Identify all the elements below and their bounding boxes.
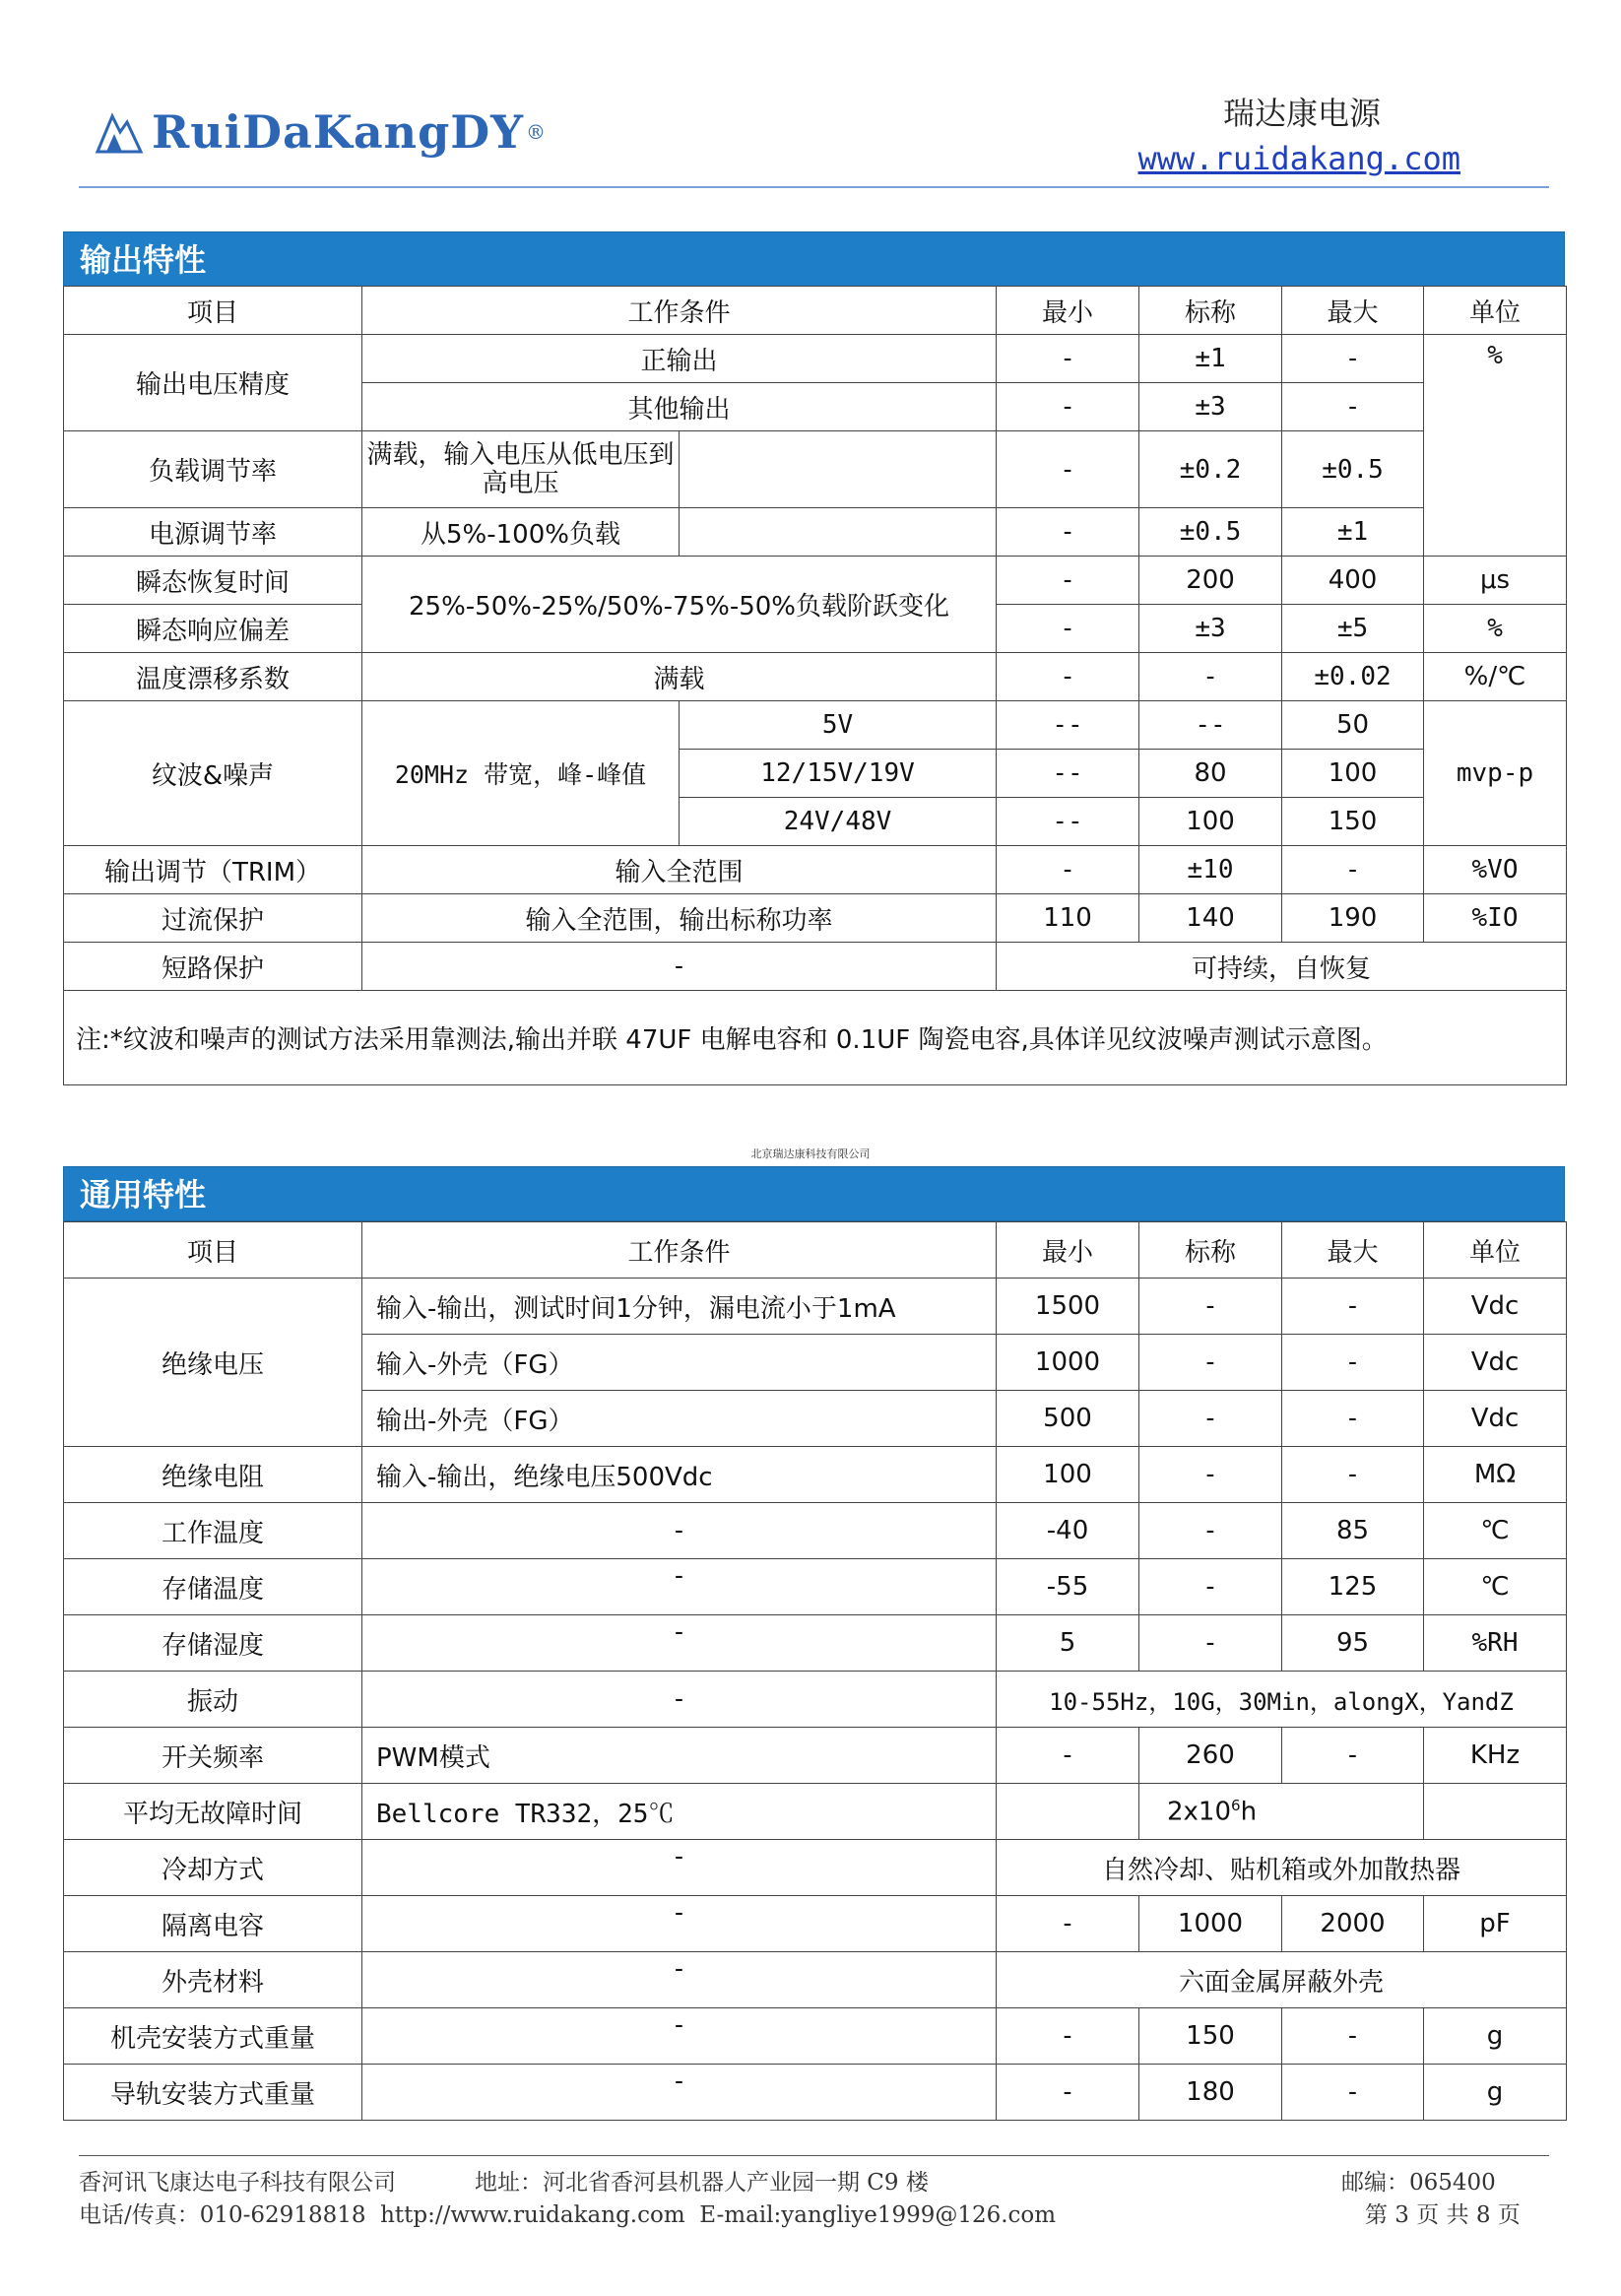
max-cell: - [1282, 1391, 1424, 1447]
min-cell: 500 [997, 1391, 1139, 1447]
footer-address: 地址：河北省香河县机器人产业园一期 C9 楼 [475, 2170, 929, 2196]
sub-condition-cell: 24V/48V [680, 798, 997, 846]
max-cell: ±1 [1282, 508, 1424, 557]
condition-cell: - [362, 1559, 997, 1615]
col-header-max: 最大 [1282, 287, 1424, 335]
unit-cell: pF [1424, 1896, 1567, 1952]
col-header-max: 最大 [1282, 1222, 1424, 1279]
nom-cell: - [1139, 1615, 1282, 1672]
footer-postcode: 邮编：065400 [1341, 2170, 1496, 2196]
nom-cell: ±0.2 [1139, 431, 1282, 508]
condition-cell: Bellcore TR332，25℃ [362, 1784, 997, 1840]
table-header-row [64, 1222, 1567, 1279]
mtbf-unit: h [1240, 1797, 1258, 1827]
page-footer-company: 北京瑞达康科技有限公司 [750, 1148, 871, 1160]
header-divider [79, 186, 1549, 188]
max-cell: 2000 [1282, 1896, 1424, 1952]
table-row [64, 431, 1567, 508]
col-header-nom: 标称 [1139, 287, 1282, 335]
condition-cell: - [362, 1896, 997, 1952]
max-cell: ±0.5 [1282, 431, 1424, 508]
nom-cell: 140 [1139, 894, 1282, 943]
max-cell: - [1282, 846, 1424, 894]
unit-cell: Vdc [1424, 1335, 1567, 1391]
nom-cell: 150 [1139, 2008, 1282, 2065]
table-row [64, 1447, 1567, 1503]
table-row [64, 2065, 1567, 2121]
company-name-cn: 瑞达康电源 [1222, 95, 1381, 132]
col-header-condition: 工作条件 [362, 1222, 997, 1279]
table-row [64, 1840, 1567, 1896]
footer-contact: 电话/传真：010-62918818 http://www.ruidakang.com E-mail:yangliye1999@126.com [79, 2202, 1057, 2228]
max-cell: 100 [1282, 750, 1424, 798]
max-cell: - [1282, 1728, 1424, 1784]
condition-cell: - [362, 2008, 997, 2065]
condition-cell: - [362, 2065, 997, 2121]
table-row [64, 1615, 1567, 1672]
nom-cell: 100 [1139, 798, 1282, 846]
max-cell: 85 [1282, 1503, 1424, 1559]
max-cell: 125 [1282, 1559, 1424, 1615]
nom-cell: - [1139, 1447, 1282, 1503]
condition-cell: 输出-外壳（FG） [362, 1391, 997, 1447]
row-label: 输出调节（TRIM） [64, 846, 362, 894]
note-row [64, 991, 1567, 1085]
table-row [64, 335, 1567, 383]
min-cell: -- [997, 798, 1139, 846]
table-row [64, 1784, 1567, 1840]
row-label: 短路保护 [64, 943, 362, 991]
min-cell: - [997, 2065, 1139, 2121]
nom-cell: - [1139, 1503, 1282, 1559]
section-title-general: 通用特性 [63, 1166, 1565, 1221]
condition-empty-cell [680, 431, 997, 508]
value-cell: 六面金属屏蔽外壳 [997, 1952, 1567, 2008]
nom-cell: - [1139, 1335, 1282, 1391]
max-cell: - [1282, 1335, 1424, 1391]
nom-cell: ±3 [1139, 383, 1282, 431]
row-label: 绝缘电压 [64, 1279, 362, 1447]
row-label: 电源调节率 [64, 508, 362, 557]
sub-condition-cell: 5V [680, 701, 997, 750]
footer-divider [79, 2155, 1549, 2156]
condition-cell: 输入-输出，绝缘电压500Vdc [362, 1447, 997, 1503]
row-label: 负载调节率 [64, 431, 362, 508]
condition-cell: 输入全范围 [362, 846, 997, 894]
min-cell: - [997, 1728, 1139, 1784]
max-cell: - [1282, 2065, 1424, 2121]
nom-cell: ±10 [1139, 846, 1282, 894]
row-label: 输出电压精度 [64, 335, 362, 431]
condition-cell: 满载，输入电压从低电压到高电压 [362, 431, 680, 508]
min-cell: - [997, 1896, 1139, 1952]
nom-cell: - [1139, 1279, 1282, 1335]
min-cell: - [997, 431, 1139, 508]
unit-cell: KHz [1424, 1728, 1567, 1784]
row-label: 纹波&噪声 [64, 701, 362, 846]
table-row [64, 1503, 1567, 1559]
max-cell: ±0.02 [1282, 653, 1424, 701]
max-cell: - [1282, 383, 1424, 431]
nom-cell: 260 [1139, 1728, 1282, 1784]
note-text: 注:*纹波和噪声的测试方法采用靠测法,输出并联 47UF 电解电容和 0.1UF 陶瓷电容,具体详见纹波噪声测试示意图。 [64, 991, 1567, 1085]
condition-cell: - [362, 1615, 997, 1672]
min-cell: - [997, 557, 1139, 605]
max-cell: 50 [1282, 701, 1424, 750]
row-label: 绝缘电阻 [64, 1447, 362, 1503]
unit-cell: g [1424, 2008, 1567, 2065]
nom-cell: 1000 [1139, 1896, 1282, 1952]
table-row [64, 943, 1567, 991]
logo-registered-mark: ® [525, 120, 546, 144]
condition-cell: 满载 [362, 653, 997, 701]
min-cell: 1500 [997, 1279, 1139, 1335]
table-row [64, 894, 1567, 943]
col-header-condition: 工作条件 [362, 287, 997, 335]
unit-cell: %RH [1424, 1615, 1567, 1672]
condition-cell: 输入-外壳（FG） [362, 1335, 997, 1391]
condition-empty-cell [680, 508, 997, 557]
condition-cell: 正输出 [362, 335, 997, 383]
min-cell: - [997, 335, 1139, 383]
condition-cell: 20MHz 带宽，峰-峰值 [362, 701, 680, 846]
col-header-nom: 标称 [1139, 1222, 1282, 1279]
row-label: 瞬态恢复时间 [64, 557, 362, 605]
table-row [64, 1728, 1567, 1784]
nom-cell: 180 [1139, 2065, 1282, 2121]
nom-cell [1139, 1784, 1424, 1840]
min-cell: 100 [997, 1447, 1139, 1503]
table-row [64, 653, 1567, 701]
table-row [64, 2008, 1567, 2065]
min-cell: - [997, 846, 1139, 894]
min-cell: 5 [997, 1615, 1139, 1672]
table-row [64, 1559, 1567, 1615]
unit-cell: %/℃ [1424, 653, 1567, 701]
condition-cell: - [362, 1672, 997, 1728]
footer-company: 香河讯飞康达电子科技有限公司 [79, 2170, 396, 2196]
unit-cell: ℃ [1424, 1503, 1567, 1559]
value-cell: 10-55Hz，10G，30Min，alongX，YandZ [997, 1672, 1567, 1728]
col-header-unit: 单位 [1424, 1222, 1567, 1279]
col-header-min: 最小 [997, 287, 1139, 335]
min-cell: - [997, 2008, 1139, 2065]
logo-mountain-icon [95, 110, 144, 154]
unit-cell: ℃ [1424, 1559, 1567, 1615]
row-label: 振动 [64, 1672, 362, 1728]
nom-cell: - [1139, 1559, 1282, 1615]
row-label: 冷却方式 [64, 1840, 362, 1896]
nom-cell: - [1139, 1391, 1282, 1447]
nom-cell: 200 [1139, 557, 1282, 605]
row-label: 外壳材料 [64, 1952, 362, 2008]
min-cell: - [997, 605, 1139, 653]
max-cell: - [1282, 2008, 1424, 2065]
unit-cell: %IO [1424, 894, 1567, 943]
table-row [64, 557, 1567, 605]
condition-cell: 输入-输出，测试时间1分钟，漏电流小于1mA [362, 1279, 997, 1335]
output-spec-table [63, 286, 1567, 1085]
condition-cell: - [362, 1952, 997, 2008]
row-label: 开关频率 [64, 1728, 362, 1784]
table-header-row [64, 287, 1567, 335]
row-label: 隔离电容 [64, 1896, 362, 1952]
max-cell: - [1282, 1447, 1424, 1503]
unit-cell: Vdc [1424, 1279, 1567, 1335]
min-cell: - [997, 383, 1139, 431]
unit-cell: % [1424, 335, 1567, 557]
nom-cell: ±3 [1139, 605, 1282, 653]
table-row [64, 1952, 1567, 2008]
row-label: 存储温度 [64, 1559, 362, 1615]
nom-cell: -- [1139, 701, 1282, 750]
unit-cell: %VO [1424, 846, 1567, 894]
min-cell-empty [997, 1784, 1139, 1840]
min-cell: - [997, 508, 1139, 557]
row-label: 过流保护 [64, 894, 362, 943]
unit-cell: Vdc [1424, 1391, 1567, 1447]
row-label: 导轨安装方式重量 [64, 2065, 362, 2121]
table-row [64, 1896, 1567, 1952]
mtbf-exponent: 6 [1231, 1796, 1241, 1814]
condition-cell: 从5%-100%负载 [362, 508, 680, 557]
max-cell: 400 [1282, 557, 1424, 605]
condition-cell: PWM模式 [362, 1728, 997, 1784]
unit-cell: % [1424, 605, 1567, 653]
max-cell: 150 [1282, 798, 1424, 846]
unit-cell: g [1424, 2065, 1567, 2121]
condition-cell: 输入全范围，输出标称功率 [362, 894, 997, 943]
unit-cell: mvp-p [1424, 701, 1567, 846]
col-header-item: 项目 [64, 287, 362, 335]
unit-cell-empty [1424, 1784, 1567, 1840]
min-cell: -55 [997, 1559, 1139, 1615]
min-cell: 1000 [997, 1335, 1139, 1391]
logo-text: RuiDaKangDY [152, 105, 524, 159]
min-cell: -- [997, 750, 1139, 798]
value-cell: 可持续，自恢复 [997, 943, 1567, 991]
table-row [64, 508, 1567, 557]
min-cell: -40 [997, 1503, 1139, 1559]
general-spec-table [63, 1221, 1567, 2121]
row-label: 平均无故障时间 [64, 1784, 362, 1840]
max-cell: 190 [1282, 894, 1424, 943]
condition-cell: 25%-50%-25%/50%-75%-50%负载阶跃变化 [362, 557, 997, 653]
unit-cell: MΩ [1424, 1447, 1567, 1503]
col-header-min: 最小 [997, 1222, 1139, 1279]
footer-page-number: 第 3 页 共 8 页 [1365, 2202, 1521, 2228]
table-row [64, 1672, 1567, 1728]
row-label: 温度漂移系数 [64, 653, 362, 701]
max-cell: ±5 [1282, 605, 1424, 653]
nom-cell: - [1139, 653, 1282, 701]
sub-condition-cell: 12/15V/19V [680, 750, 997, 798]
nom-cell: ±1 [1139, 335, 1282, 383]
row-label: 瞬态响应偏差 [64, 605, 362, 653]
value-cell: 自然冷却、贴机箱或外加散热器 [997, 1840, 1567, 1896]
condition-cell: - [362, 943, 997, 991]
col-header-unit: 单位 [1424, 287, 1567, 335]
mtbf-base: 2x10 [1167, 1797, 1232, 1827]
table-row [64, 1279, 1567, 1335]
row-label: 工作温度 [64, 1503, 362, 1559]
max-cell: - [1282, 335, 1424, 383]
unit-cell: μs [1424, 557, 1567, 605]
table-row [64, 846, 1567, 894]
nom-cell: 80 [1139, 750, 1282, 798]
row-label: 存储湿度 [64, 1615, 362, 1672]
table-row [64, 701, 1567, 750]
col-header-item: 项目 [64, 1222, 362, 1279]
nom-cell: ±0.5 [1139, 508, 1282, 557]
row-label: 机壳安装方式重量 [64, 2008, 362, 2065]
min-cell: -- [997, 701, 1139, 750]
max-cell: 95 [1282, 1615, 1424, 1672]
condition-cell: - [362, 1840, 997, 1896]
website-link[interactable]: www.ruidakang.com [1137, 140, 1460, 177]
condition-cell: - [362, 1503, 997, 1559]
min-cell: - [997, 653, 1139, 701]
max-cell: - [1282, 1279, 1424, 1335]
condition-cell: 其他输出 [362, 383, 997, 431]
company-logo [95, 102, 546, 162]
section-title-output: 输出特性 [63, 231, 1565, 287]
min-cell: 110 [997, 894, 1139, 943]
